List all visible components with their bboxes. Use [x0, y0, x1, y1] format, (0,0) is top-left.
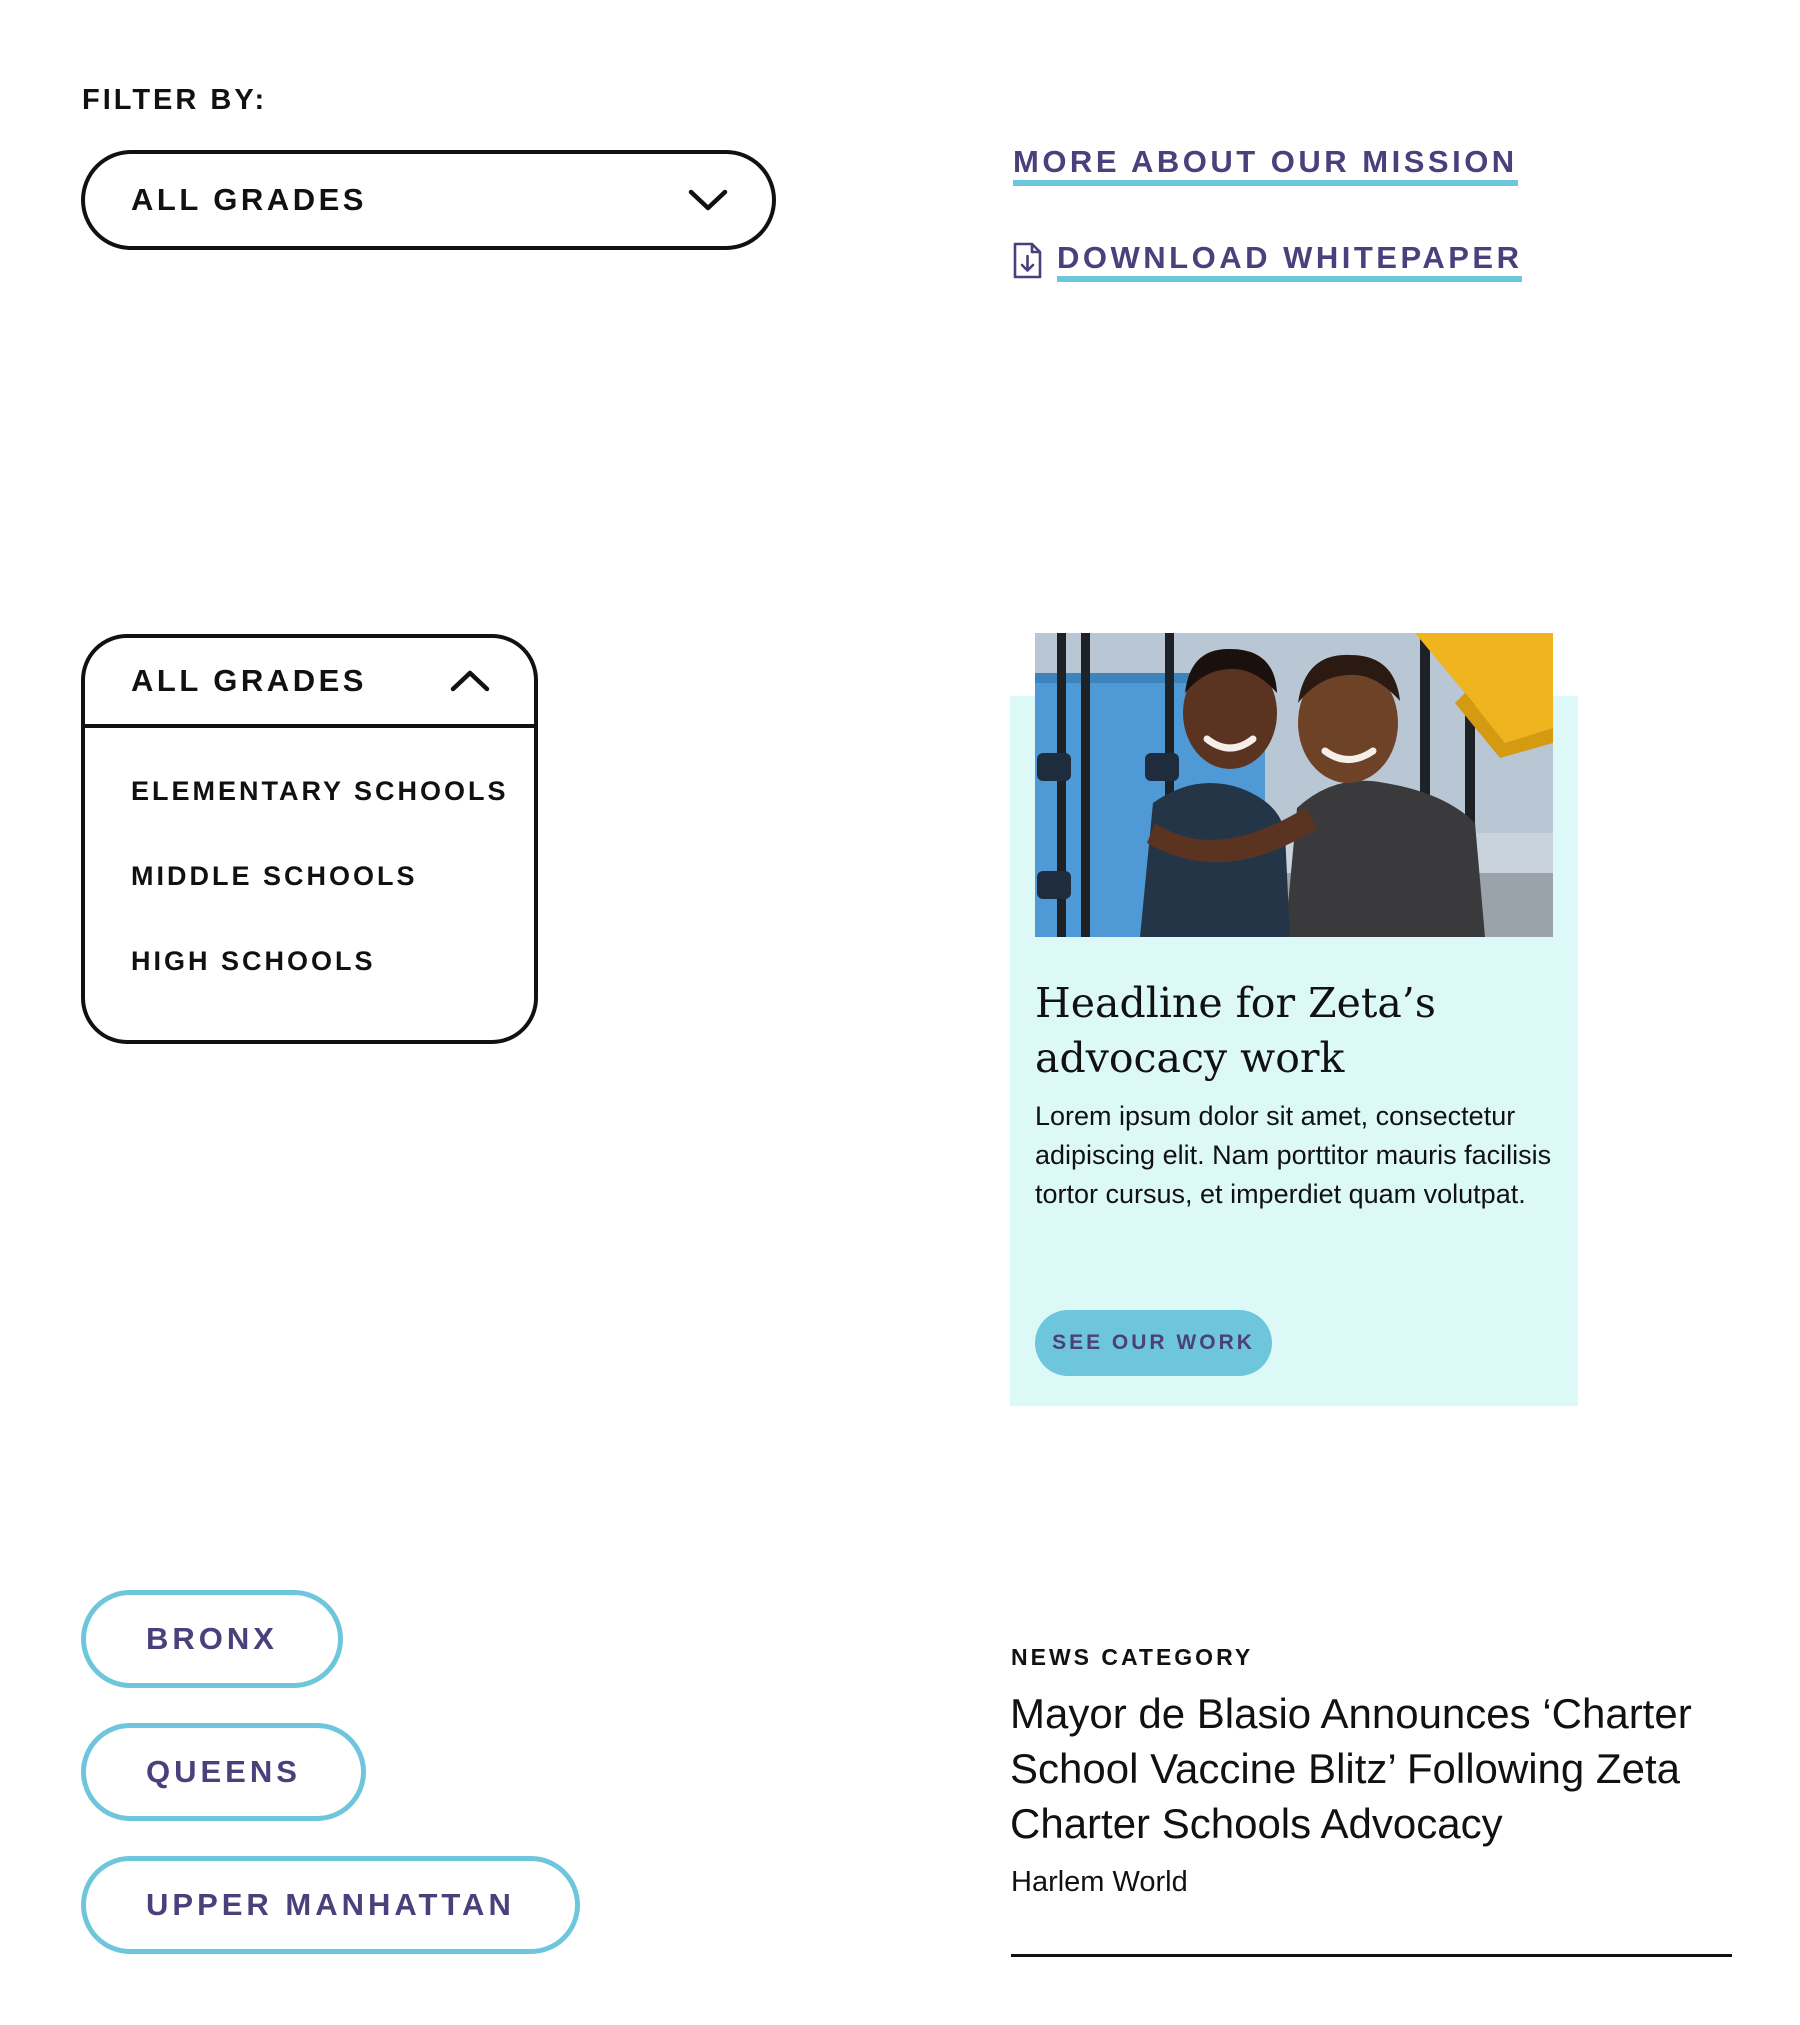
- option-middle-schools[interactable]: MIDDLE SCHOOLS: [131, 861, 418, 891]
- see-our-work-button[interactable]: SEE OUR WORK: [1035, 1310, 1272, 1376]
- tag-upper-manhattan[interactable]: UPPER MANHATTAN: [81, 1856, 580, 1954]
- document-download-icon: [1012, 242, 1043, 280]
- news-divider: [1011, 1954, 1732, 1957]
- grade-filter-select-open: [81, 634, 538, 1044]
- grade-filter-value: ALL GRADES: [131, 182, 367, 217]
- filter-label: FILTER BY:: [82, 84, 268, 116]
- tag-queens[interactable]: QUEENS: [81, 1723, 366, 1821]
- download-whitepaper-link[interactable]: [1012, 240, 1522, 282]
- card-headline: Headline for Zeta’s advocacy work: [1035, 979, 1436, 1082]
- grade-filter-open-value: ALL GRADES: [131, 663, 367, 698]
- option-elementary-schools[interactable]: ELEMENTARY SCHOOLS: [131, 776, 509, 806]
- card-photo: [1035, 633, 1553, 937]
- tag-bronx[interactable]: BRONX: [81, 1590, 343, 1688]
- news-source: Harlem World: [1011, 1866, 1188, 1898]
- grade-filter-open-head[interactable]: [85, 638, 534, 728]
- grade-filter-select[interactable]: [81, 150, 776, 250]
- news-category: NEWS CATEGORY: [1011, 1644, 1254, 1670]
- download-whitepaper-label: DOWNLOAD WHITEPAPER: [1057, 240, 1522, 282]
- news-headline[interactable]: Mayor de Blasio Announces ‘Charter School Vaccine Blitz’ Following Zeta Charter Schools Advocacy: [1010, 1690, 1692, 1847]
- option-high-schools[interactable]: HIGH SCHOOLS: [131, 946, 376, 976]
- chevron-up-icon: [450, 669, 490, 693]
- card-body-text: Lorem ipsum dolor sit amet, consectetur adipiscing elit. Nam porttitor mauris facilisis tortor cursus, et imperdiet quam volutpat.: [1035, 1101, 1552, 1209]
- chevron-down-icon: [688, 188, 728, 212]
- mission-link[interactable]: MORE ABOUT OUR MISSION: [1013, 144, 1518, 186]
